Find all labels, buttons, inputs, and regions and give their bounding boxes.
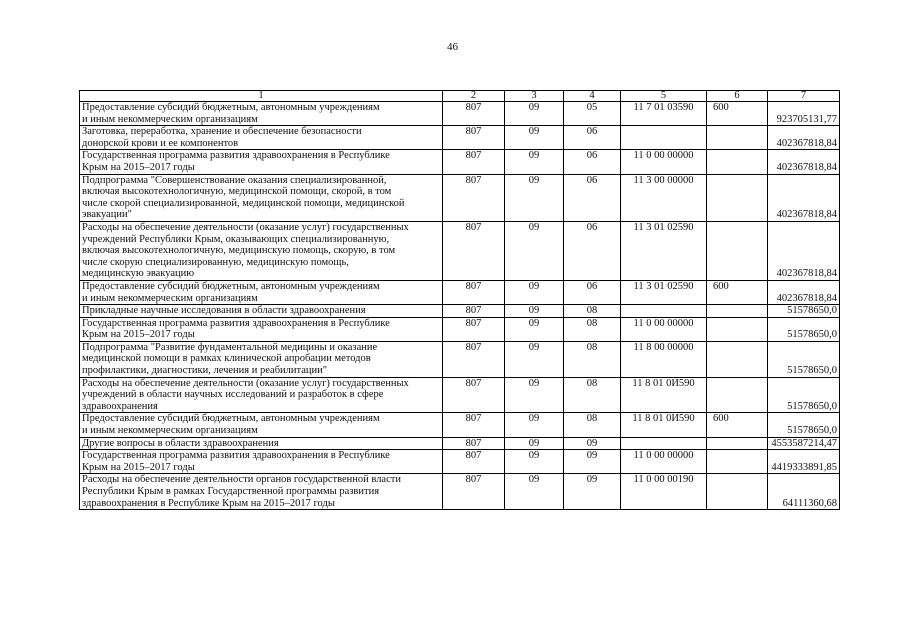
row-name-line: числе скорой специализированной, медицинской помощи, медицинской [82, 197, 405, 209]
cell-c6 [707, 126, 768, 150]
table-row [80, 341, 840, 377]
cell-c5: 11 8 00 00000 [621, 341, 707, 377]
cell-c4: 06 [564, 174, 621, 221]
table-row [80, 413, 840, 437]
row-name-line: Расходы на обеспечение деятельности (оказание услуг) государственных [82, 377, 409, 389]
cell-c3: 09 [505, 437, 564, 450]
col-header-3: 3 [505, 91, 564, 102]
cell-c5 [621, 126, 707, 150]
row-name-line: включая высокотехнологичную, медицинской помощи, скорой, в том [82, 186, 392, 198]
cell-c4: 05 [564, 102, 621, 126]
cell-c5: 11 8 01 0И590 [621, 413, 707, 437]
cell-c2: 807 [443, 150, 505, 174]
cell-c2: 807 [443, 280, 505, 304]
table-row [80, 280, 840, 304]
cell-c4: 08 [564, 377, 621, 413]
cell-c7: 402367818,84 [768, 150, 840, 174]
cell-c7: 64111360,68 [768, 474, 840, 510]
cell-c4: 08 [564, 305, 621, 318]
row-name [80, 377, 443, 413]
row-name [80, 413, 443, 437]
cell-c2: 807 [443, 413, 505, 437]
cell-c2: 807 [443, 474, 505, 510]
row-name-line: Крым на 2015–2017 годы [82, 461, 195, 473]
row-name-line: донорской крови и ее компонентов [82, 137, 239, 149]
cell-c5: 11 3 01 02590 [621, 221, 707, 280]
cell-c6 [707, 150, 768, 174]
cell-c3: 09 [505, 450, 564, 474]
cell-c4: 06 [564, 126, 621, 150]
row-name-line: Государственная программа развития здравоохранения в Республике [82, 150, 390, 162]
row-name-line: Расходы на обеспечение деятельности органов государственной власти [82, 474, 401, 486]
row-name-line: эвакуации" [82, 209, 132, 221]
cell-c4: 08 [564, 317, 621, 341]
row-name-line: Прикладные научные исследования в области здравоохранения [82, 305, 366, 317]
cell-c5 [621, 437, 707, 450]
page-number: 46 [447, 41, 458, 53]
cell-c3: 09 [505, 341, 564, 377]
cell-c6 [707, 305, 768, 318]
table-row [80, 102, 840, 126]
cell-c7: 402367818,84 [768, 221, 840, 280]
cell-c5: 11 8 01 0И590 [621, 377, 707, 413]
row-name-line: Подпрограмма "Совершенствование оказания специализированной, [82, 174, 387, 186]
cell-c7: 51578650,0 [768, 341, 840, 377]
cell-c2: 807 [443, 341, 505, 377]
cell-c7: 51578650,0 [768, 413, 840, 437]
cell-c2: 807 [443, 174, 505, 221]
row-name [80, 221, 443, 280]
cell-c5: 11 0 00 00000 [621, 450, 707, 474]
cell-c5: 11 7 01 03590 [621, 102, 707, 126]
row-name [80, 305, 443, 318]
cell-c7: 51578650,0 [768, 317, 840, 341]
cell-c5: 11 0 00 00190 [621, 474, 707, 510]
row-name [80, 150, 443, 174]
cell-c5: 11 0 00 00000 [621, 317, 707, 341]
cell-c6 [707, 317, 768, 341]
cell-c6: 600 [707, 280, 768, 304]
cell-c3: 09 [505, 126, 564, 150]
table-row [80, 437, 840, 450]
row-name [80, 437, 443, 450]
cell-c6 [707, 377, 768, 413]
row-name-line: Предоставление субсидий бюджетным, автономным учреждениям [82, 102, 380, 113]
row-name-line: Республики Крым в рамках Государственной программы развития [82, 486, 380, 497]
row-name [80, 317, 443, 341]
cell-c6 [707, 450, 768, 474]
row-name-line: числе скорую специализированную, медицинскую помощь, [82, 256, 349, 268]
row-name-line: медицинскую эвакуацию [82, 268, 195, 280]
row-name-line: и иным некоммерческим организациям [82, 425, 258, 437]
cell-c7: 4419333891,85 [768, 450, 840, 474]
cell-c3: 09 [505, 377, 564, 413]
row-name-line: Предоставление субсидий бюджетным, автономным учреждениям [82, 413, 380, 425]
row-name-line: и иным некоммерческим организациям [82, 292, 258, 304]
col-header-5: 5 [621, 91, 707, 102]
cell-c5: 11 0 00 00000 [621, 150, 707, 174]
row-name-line: Крым на 2015–2017 годы [82, 161, 195, 173]
cell-c3: 09 [505, 174, 564, 221]
cell-c4: 06 [564, 150, 621, 174]
row-name-line: медицинской помощи в рамках клинической апробации методов [82, 353, 371, 365]
row-name-line: и иным некоммерческим организациям [82, 113, 258, 125]
cell-c7: 402367818,84 [768, 174, 840, 221]
cell-c2: 807 [443, 221, 505, 280]
cell-c4: 09 [564, 450, 621, 474]
row-name-line: Расходы на обеспечение деятельности (оказание услуг) государственных [82, 221, 409, 233]
cell-c3: 09 [505, 317, 564, 341]
cell-c5: 11 3 01 02590 [621, 280, 707, 304]
table-row [80, 174, 840, 221]
row-name-line: Предоставление субсидий бюджетным, автономным учреждениям [82, 280, 380, 292]
cell-c6 [707, 174, 768, 221]
col-header-7: 7 [768, 91, 840, 102]
cell-c3: 09 [505, 280, 564, 304]
cell-c5 [621, 305, 707, 318]
row-name [80, 174, 443, 221]
cell-c2: 807 [443, 317, 505, 341]
cell-c4: 09 [564, 474, 621, 510]
table-row [80, 377, 840, 413]
row-name [80, 341, 443, 377]
cell-c7: 923705131,77 [768, 102, 840, 126]
row-name-line: учреждений в области научных исследований и разработок в сфере [82, 389, 384, 401]
cell-c3: 09 [505, 150, 564, 174]
cell-c2: 807 [443, 126, 505, 150]
cell-c2: 807 [443, 102, 505, 126]
table-row [80, 150, 840, 174]
cell-c7: 4553587214,47 [768, 437, 840, 450]
row-name [80, 450, 443, 474]
row-name-line: учреждений Республики Крым, оказывающих специализированную, [82, 233, 390, 245]
cell-c3: 09 [505, 474, 564, 510]
cell-c6 [707, 221, 768, 280]
table-row [80, 317, 840, 341]
cell-c4: 06 [564, 280, 621, 304]
row-name-line: Подпрограмма "Развитие фундаментальной медицины и оказание [82, 341, 378, 353]
cell-c4: 08 [564, 341, 621, 377]
cell-c6: 600 [707, 413, 768, 437]
cell-c7: 402367818,84 [768, 280, 840, 304]
row-name-line: Государственная программа развития здравоохранения в Республике [82, 317, 390, 329]
cell-c6 [707, 474, 768, 510]
cell-c6 [707, 341, 768, 377]
table-row [80, 474, 840, 510]
cell-c6: 600 [707, 102, 768, 126]
table-row [80, 305, 840, 318]
cell-c4: 09 [564, 437, 621, 450]
cell-c2: 807 [443, 305, 505, 318]
header-row [80, 91, 840, 102]
cell-c3: 09 [505, 305, 564, 318]
table-row [80, 221, 840, 280]
cell-c5: 11 3 00 00000 [621, 174, 707, 221]
cell-c3: 09 [505, 413, 564, 437]
cell-c4: 08 [564, 413, 621, 437]
cell-c2: 807 [443, 450, 505, 474]
cell-c2: 807 [443, 437, 505, 450]
row-name [80, 102, 443, 126]
col-header-1: 1 [80, 91, 443, 102]
table-row [80, 126, 840, 150]
row-name-line: Крым на 2015–2017 годы [82, 329, 195, 341]
row-name-line: Заготовка, переработка, хранение и обеспечение безопасности [82, 126, 362, 138]
cell-c4: 06 [564, 221, 621, 280]
cell-c3: 09 [505, 221, 564, 280]
row-name-line: включая высокотехнологичную, медицинскую помощь, скорую, в том [82, 245, 396, 257]
row-name-line: здравоохранения [82, 400, 158, 412]
cell-c3: 09 [505, 102, 564, 126]
row-name [80, 126, 443, 150]
cell-c7: 51578650,0 [768, 377, 840, 413]
row-name [80, 474, 443, 510]
cell-c6 [707, 437, 768, 450]
row-name-line: Другие вопросы в области здравоохранения [82, 437, 279, 449]
col-header-4: 4 [564, 91, 621, 102]
budget-table [79, 90, 840, 510]
col-header-2: 2 [443, 91, 505, 102]
row-name [80, 280, 443, 304]
row-name-line: Государственная программа развития здравоохранения в Республике [82, 450, 390, 462]
row-name-line: здравоохранения в Республике Крым на 2015–2017 годы [82, 497, 335, 509]
row-name-line: профилактики, диагностики, лечения и реабилитации" [82, 365, 328, 377]
cell-c2: 807 [443, 377, 505, 413]
col-header-6: 6 [707, 91, 768, 102]
cell-c7: 402367818,84 [768, 126, 840, 150]
cell-c7: 51578650,0 [768, 305, 840, 318]
table-row [80, 450, 840, 474]
